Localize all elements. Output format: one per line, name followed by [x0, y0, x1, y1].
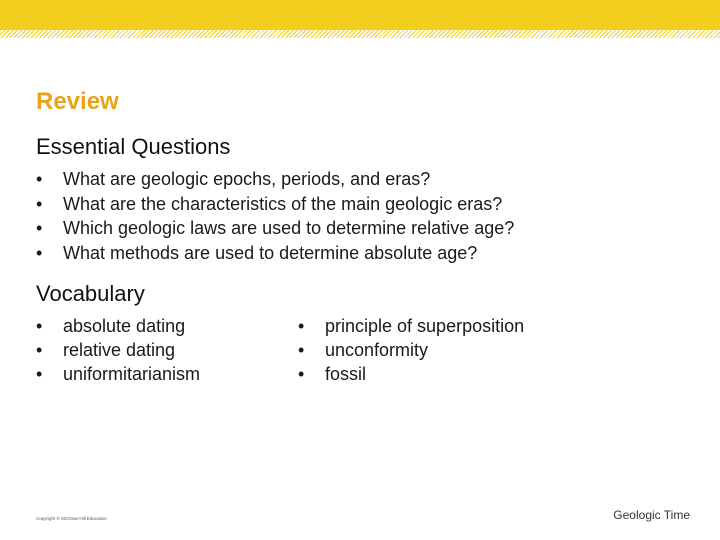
list-item [298, 362, 524, 386]
bullet-icon: • [36, 169, 43, 189]
vocab-term: principle of superposition [325, 316, 525, 336]
copyright-notice: Copyright © McGraw-Hill Education [36, 516, 107, 521]
top-banner-hatch [0, 30, 720, 38]
vocabulary-list-right [298, 314, 524, 386]
essential-questions-heading: Essential Questions [36, 134, 231, 159]
bullet-icon: • [36, 364, 43, 384]
question-text: What methods are used to determine absolute age? [63, 242, 478, 263]
list-item [36, 167, 514, 192]
vocab-term: unconformity [325, 340, 429, 360]
list-item [36, 241, 514, 266]
list-item [36, 192, 514, 217]
essential-questions-list [36, 167, 514, 265]
vocab-term: relative dating [63, 340, 176, 360]
question-text: Which geologic laws are used to determine relative age? [63, 218, 515, 238]
slide-title: Review [36, 88, 119, 115]
footer-chapter-title: Geologic Time [613, 508, 690, 522]
question-text: What are the characteristics of the main geologic eras? [63, 193, 503, 214]
vocab-term: absolute dating [63, 316, 186, 336]
vocab-term: fossil [325, 364, 367, 384]
list-item [36, 216, 514, 241]
list-item [36, 362, 200, 386]
bullet-icon: • [36, 316, 43, 336]
bullet-icon: • [298, 316, 305, 336]
bullet-icon: • [298, 364, 305, 384]
bullet-icon: • [36, 218, 43, 238]
bullet-icon: • [36, 340, 43, 360]
list-item [298, 314, 524, 338]
vocabulary-heading: Vocabulary [36, 281, 145, 306]
list-item [298, 338, 524, 362]
bullet-icon: • [298, 340, 305, 360]
vocab-term: uniformitarianism [63, 364, 201, 384]
vocabulary-list-left [36, 314, 200, 386]
bullet-icon: • [36, 242, 43, 263]
top-banner-bar [0, 0, 720, 30]
list-item [36, 314, 200, 338]
question-text: What are geologic epochs, periods, and eras? [63, 169, 431, 189]
bullet-icon: • [36, 193, 43, 214]
list-item [36, 338, 200, 362]
